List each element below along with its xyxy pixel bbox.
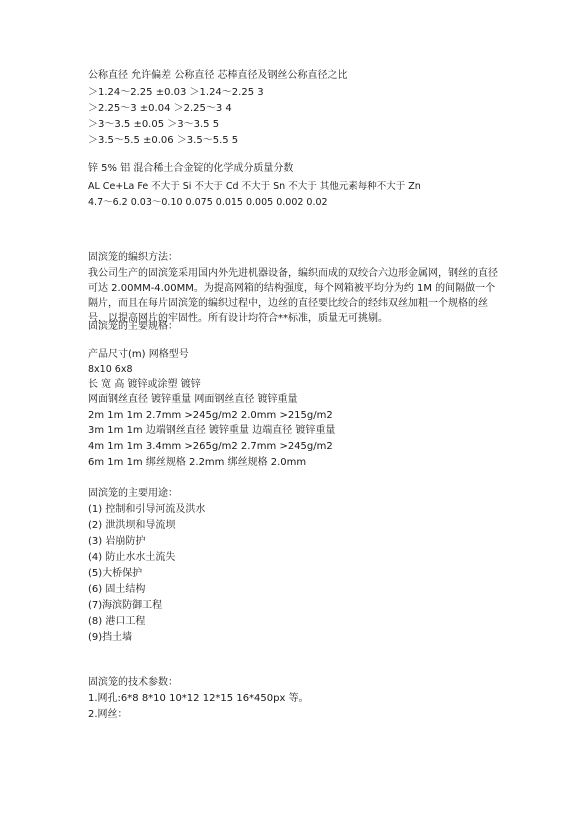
weaving-paragraph: 我公司生产的固滨笼采用国内外先进机器设备，编织而成的双绞合六边形金属网，钢丝的直径可达 2.00MM-4.00MM。为提高网箱的结构强度，每个网箱被平均分为约 1M 的间隔做一个隔片，而且在每片固滨笼的编织过程中，边丝的直径要比绞合的经纬双丝加粗一个规格的丝号，以提高网片的牢固性。所有设计均符合**标准，质量无可挑剔。 — [88, 268, 498, 324]
weaving-title: 固滨笼的编织方法： — [88, 252, 178, 263]
uses-item: (3) 岩崩防护 — [88, 536, 146, 547]
uses-item: (7)海滨防御工程 — [88, 600, 163, 611]
uses-item: (9)挡土墙 — [88, 632, 133, 643]
tech-item: 2.网丝： — [88, 709, 128, 720]
diameter-table-row: ＞3.5～5.5 ±0.06 ＞3.5～5.5 5 — [88, 135, 239, 146]
specs-line: 2m 1m 1m 2.7mm >245g/m2 2.0mm >215g/m2 — [88, 410, 333, 421]
alloy-header: AL Ce+La Fe 不大于 Si 不大于 Cd 不大于 Sn 不大于 其他元素每种不大于 Zn — [88, 181, 421, 192]
alloy-title: 锌 5% 铝 混合稀土合金锭的化学成分质量分数 — [88, 163, 294, 174]
specs-line: 网面钢丝直径 镀锌重量 网面钢丝直径 镀锌重量 — [88, 394, 298, 405]
specs-line: 产品尺寸(m) 网格型号 — [88, 349, 189, 360]
alloy-values: 4.7～6.2 0.03～0.10 0.075 0.015 0.005 0.002 0.02 — [88, 197, 328, 208]
diameter-table-row: ＞1.24～2.25 ±0.03 ＞1.24～2.25 3 — [88, 87, 264, 98]
uses-item: (4) 防止水水土流失 — [88, 552, 176, 563]
uses-item: (8) 港口工程 — [88, 616, 146, 627]
specs-line: 4m 1m 1m 3.4mm >265g/m2 2.7mm >245g/m2 — [88, 441, 333, 452]
specs-line: 8x10 6x8 — [88, 364, 133, 375]
specs-line: 长 宽 高 镀锌或涂塑 镀锌 — [88, 379, 201, 390]
tech-item: 1.网孔:6*8 8*10 10*12 12*15 16*450px 等。 — [88, 693, 309, 704]
diameter-table-header: 公称直径 允许偏差 公称直径 芯棒直径及钢丝公称直径之比 — [88, 70, 348, 81]
uses-item: (6) 固土结构 — [88, 584, 146, 595]
specs-title: 固滨笼的主要规格： — [88, 321, 178, 332]
specs-line: 6m 1m 1m 绑丝规格 2.2mm 绑丝规格 2.0mm — [88, 457, 307, 468]
uses-title: 固滨笼的主要用途： — [88, 488, 178, 499]
uses-item: (5)大桥保护 — [88, 568, 143, 579]
diameter-table-row: ＞3～3.5 ±0.05 ＞3～3.5 5 — [88, 119, 220, 130]
diameter-table-row: ＞2.25～3 ±0.04 ＞2.25～3 4 — [88, 103, 232, 114]
uses-item: (2) 泄洪坝和导流坝 — [88, 520, 176, 531]
specs-line: 3m 1m 1m 边端钢丝直径 镀锌重量 边端直径 镀锌重量 — [88, 425, 336, 436]
uses-item: (1) 控制和引导河流及洪水 — [88, 504, 206, 515]
tech-title: 固滨笼的技术参数： — [88, 677, 178, 688]
